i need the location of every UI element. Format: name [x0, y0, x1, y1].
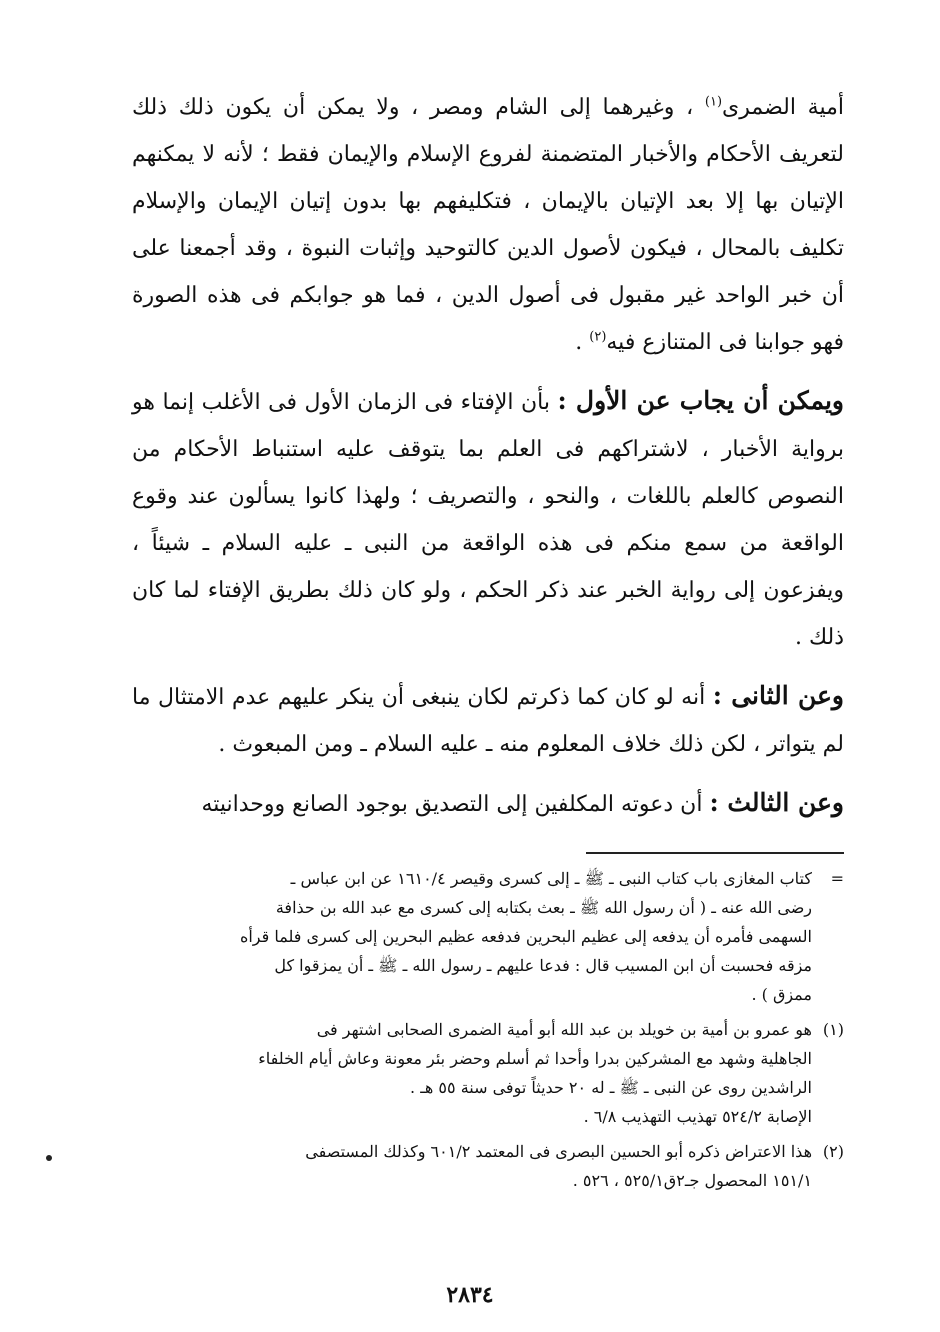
footnote-mark: = [830, 869, 844, 888]
paragraph-4-text: أن دعوته المكلفين إلى التصديق بوجود الصانع ووحدانيته [201, 792, 710, 817]
footnote-line: هو عمرو بن أمية بن خويلد بن عبد الله أبو أمية الضمرى الصحابى اشتهر فى [316, 1020, 812, 1039]
footnote-continuation [132, 864, 844, 1009]
page-number: ٢٨٣٤ [446, 1282, 494, 1308]
footnote-line: ١٥١/١ المحصول جـ٢ق٥٢٥/١ ، ٥٢٦ . [572, 1171, 812, 1190]
paragraph-4-lead: وعن الثالث : [709, 788, 844, 817]
footnote-2 [132, 1137, 844, 1195]
paragraph-2-text: بأن الإفتاء فى الزمان الأول فى الأغلب إنما هو برواية الأخبار ، لاشتراكهم فى العلم بما يتوقف عليه استنباط الأحكام من النصوص كالعلم باللغات ، والنحو ، والتصريف ؛ ولهذا كانوا يسألون عند وقوع الواقعة من سمع منكم فى هذه الواقعة من النبى ـ عليه السلام ـ شيئاً ، ويفزعون إلى رواية الخبر عند ذكر الحكم ، ولو كان ذلك بطريق الإفتاء لما كان ذلك . [132, 390, 844, 650]
footnote-line: رضى الله عنه ـ ( أن رسول الله ﷺ ـ بعث بكتابه إلى كسرى مع عبد الله بن حذافة [275, 898, 812, 917]
paragraph-4 [132, 779, 844, 828]
paragraph-1-end: . [575, 330, 590, 355]
footnote-line: الراشدين روى عن النبى ـ ﷺ ـ له ٢٠ حديثاً توفى سنة ٥٥ هـ . [410, 1078, 812, 1097]
footnote-mark: (٢) [822, 1142, 844, 1161]
footnote-body [132, 1137, 812, 1195]
footnote-ref-2[interactable]: (٢) [589, 329, 607, 345]
footnote-line: مزقه فحسبت أن ابن المسيب قال : فدعا عليهم ـ رسول الله ـ ﷺ ـ أن يمزقوا كل [274, 956, 812, 975]
footnote-line: الجاهلية وشهد مع المشركين بدرا وأحدا ثم أسلم وحضر بئر معونة وعاش أيام الخلفاء [258, 1049, 812, 1068]
paragraph-2 [132, 377, 844, 661]
paragraph-3 [132, 672, 844, 768]
footnote-body [132, 864, 812, 1009]
margin-dot [46, 1155, 52, 1161]
paragraph-2-lead: ويمكن أن يجاب عن الأول : [557, 386, 844, 415]
footnote-mark: (١) [822, 1020, 844, 1039]
paragraph-3-text: أنه لو كان كما ذكرتم لكان ينبغى أن ينكر عليهم عدم الامتثال ما لم يتواتر ، لكن ذلك خلاف المعلوم منه ـ عليه السلام ـ ومن المبعوث . [132, 685, 844, 757]
footnote-line: كتاب المغازى باب كتاب النبى ـ ﷺ ـ إلى كسرى وقيصر ١٦١٠/٤ عن ابن عباس ـ [290, 869, 812, 888]
paragraph-3-lead: وعن الثانى : [712, 681, 844, 710]
paragraph-1-text: ، وغيرهما إلى الشام ومصر ، ولا يمكن أن يكون ذلك ذلك لتعريف الأحكام والأخبار المتضمنة لفروع الإسلام والإيمان فقط ؛ لأنه لا يمكنهم الإتيان بها إلا بعد الإتيان بالإيمان ، فتكليفهم بها بدون إتيان الإيمان والإسلام تكليف بالمحال ، فيكون لأصول الدين كالتوحيد وإثبات النبوة ، وقد أجمعنا على أن خبر الواحد غير مقبول فى أصول الدين ، فما هو جوابكم فى هذه الصورة فهو جوابنا فى المتنازع فيه [132, 95, 844, 355]
footnote-ref-1[interactable]: (١) [704, 94, 723, 110]
footnote-body [132, 1015, 812, 1131]
footnote-line: الإصابة ٥٢٤/٢ تهذيب التهذيب ٦/٨ . [583, 1107, 812, 1126]
footnote-line: السهمى فأمره أن يدفعه إلى عظيم البحرين فدفعه عظيم البحرين إلى كسرى فلما قرأه [239, 927, 812, 946]
main-text [132, 84, 844, 828]
footnote-1 [132, 1015, 844, 1131]
paragraph-1-start: أمية الضمرى [722, 95, 844, 120]
footnote-line: هذا الاعتراض ذكره أبو الحسين البصرى فى المعتمد ٦٠١/٢ وكذلك المستصفى [305, 1142, 812, 1161]
footnote-line: ممزق ) . [751, 985, 812, 1004]
paragraph-1 [132, 84, 844, 366]
footnote-divider [586, 852, 844, 854]
footnotes [132, 864, 844, 1201]
